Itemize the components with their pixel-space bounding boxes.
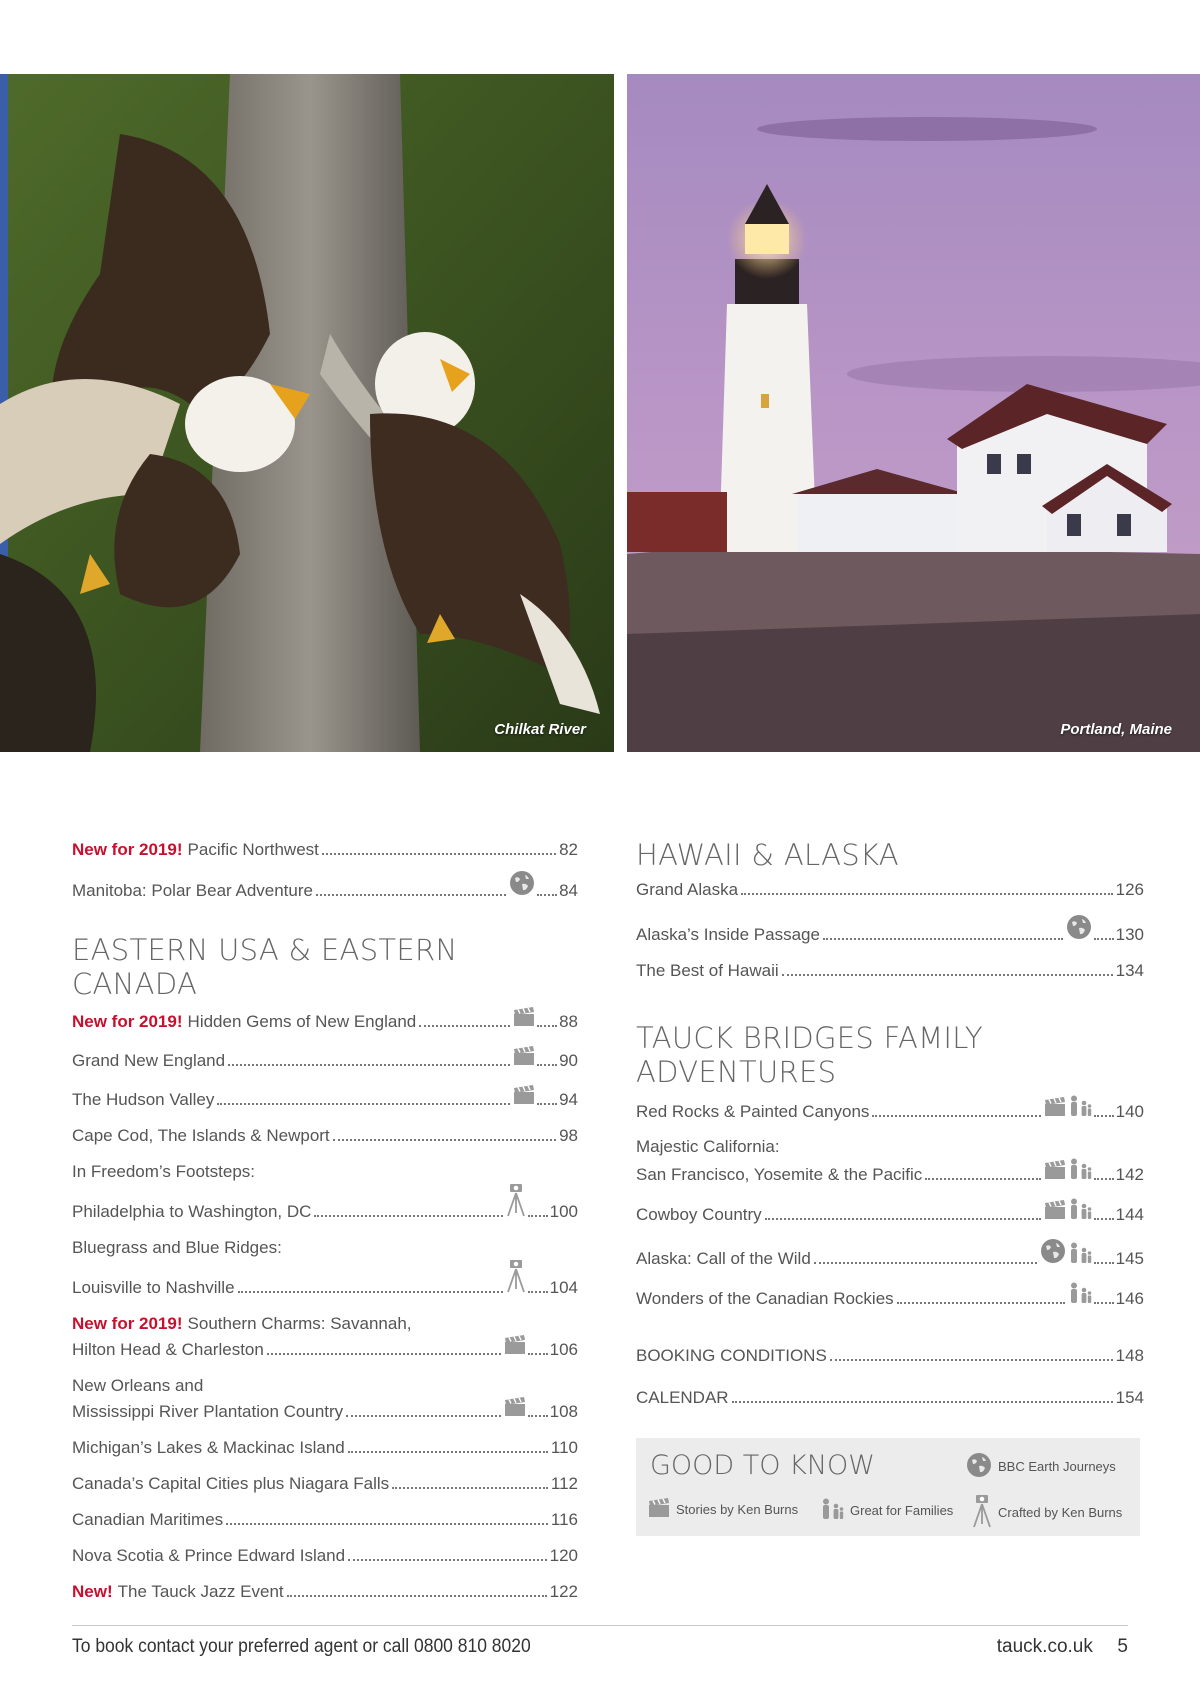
dot-leader bbox=[830, 1359, 1113, 1361]
new-badge: New! bbox=[72, 1582, 113, 1601]
dot-leader bbox=[1094, 938, 1114, 940]
toc-entry-page: 142 bbox=[1115, 1165, 1144, 1184]
toc-entry[interactable] bbox=[636, 878, 1144, 901]
dot-leader bbox=[1094, 1302, 1114, 1304]
family-icon bbox=[1068, 1158, 1092, 1186]
feature-icons bbox=[1066, 914, 1092, 946]
toc-entry[interactable] bbox=[636, 1282, 1144, 1310]
new-badge: New for 2019! bbox=[72, 1314, 183, 1333]
family-icon bbox=[820, 1498, 844, 1523]
dot-leader bbox=[238, 1291, 503, 1293]
toc-entry-title-line bbox=[72, 1236, 578, 1259]
toc-entry[interactable] bbox=[636, 1238, 1144, 1270]
toc-entry-label-text: The Tauck Jazz Event bbox=[117, 1582, 284, 1601]
toc-entry[interactable] bbox=[72, 1374, 578, 1423]
toc-left-column bbox=[72, 838, 578, 1616]
dot-leader bbox=[392, 1487, 548, 1489]
clapper-icon bbox=[504, 1397, 526, 1423]
dot-leader bbox=[537, 1103, 557, 1105]
dot-leader bbox=[1094, 1115, 1114, 1117]
dot-leader bbox=[267, 1353, 501, 1355]
toc-entry-page: 120 bbox=[549, 1546, 578, 1565]
family-icon bbox=[1068, 1282, 1092, 1310]
toc-entry-label bbox=[636, 1386, 729, 1409]
dot-leader bbox=[1094, 1262, 1114, 1264]
family-icon bbox=[1068, 1242, 1092, 1270]
legend-bbc bbox=[966, 1452, 1116, 1481]
toc-entry[interactable] bbox=[636, 1135, 1144, 1186]
toc-entry-label bbox=[636, 1163, 922, 1186]
toc-entry-label-text: The Hudson Valley bbox=[72, 1090, 215, 1109]
feature-icons bbox=[513, 1007, 535, 1033]
dot-leader bbox=[814, 1262, 1037, 1264]
toc-entry[interactable] bbox=[72, 1472, 578, 1495]
toc-entry-title-text: Bluegrass and Blue Ridges: bbox=[72, 1238, 282, 1257]
toc-entry-page: 144 bbox=[1115, 1205, 1144, 1224]
toc-entry-page: 112 bbox=[550, 1474, 578, 1493]
toc-entry-label-text: Pacific Northwest bbox=[187, 840, 319, 859]
toc-entry-label-text: Philadelphia to Washington, DC bbox=[72, 1202, 312, 1221]
dot-leader bbox=[872, 1115, 1040, 1117]
section-heading-hawaii: HAWAII & ALASKA bbox=[636, 838, 899, 872]
dot-leader bbox=[228, 1064, 510, 1066]
toc-entry-label bbox=[636, 1247, 811, 1270]
photo-caption-right: Portland, Maine bbox=[1060, 721, 1172, 738]
toc-entry-label-text: The Best of Hawaii bbox=[636, 961, 779, 980]
dot-leader bbox=[314, 1215, 502, 1217]
feature-icons bbox=[513, 1046, 535, 1072]
globe-icon bbox=[966, 1452, 992, 1481]
toc-entry-page: 154 bbox=[1115, 1388, 1144, 1407]
camera-icon bbox=[972, 1494, 992, 1531]
dot-leader bbox=[348, 1451, 548, 1453]
toc-entry-label-text: Michigan’s Lakes & Mackinac Island bbox=[72, 1438, 345, 1457]
legend-crafted-label: Crafted by Ken Burns bbox=[998, 1505, 1123, 1520]
toc-entry-label bbox=[72, 1338, 264, 1361]
dot-leader bbox=[528, 1215, 548, 1217]
new-badge: New for 2019! bbox=[72, 840, 183, 859]
dot-leader bbox=[528, 1415, 548, 1417]
toc-entry-label bbox=[72, 1010, 416, 1033]
toc-entry-label-text: Red Rocks & Painted Canyons bbox=[636, 1102, 870, 1121]
feature-icons bbox=[506, 1183, 526, 1223]
feature-icons bbox=[509, 870, 535, 902]
dot-leader bbox=[419, 1025, 510, 1027]
toc-entry-title-line bbox=[636, 1135, 1144, 1158]
clapper-icon bbox=[513, 1007, 535, 1033]
dot-leader bbox=[897, 1302, 1065, 1304]
toc-entry-label-text: BOOKING CONDITIONS bbox=[636, 1346, 827, 1365]
photo-eagles bbox=[0, 74, 614, 752]
footer-rule bbox=[72, 1625, 1128, 1626]
toc-entry-label-text: Alaska’s Inside Passage bbox=[636, 925, 820, 944]
toc-entry-page: 90 bbox=[559, 1051, 578, 1070]
footer-site[interactable]: tauck.co.uk bbox=[996, 1636, 1093, 1657]
clapper-icon bbox=[1044, 1200, 1066, 1226]
dot-leader bbox=[823, 938, 1063, 940]
toc-entry-page: 110 bbox=[550, 1438, 578, 1457]
dot-leader bbox=[346, 1415, 500, 1417]
photo-lighthouse bbox=[627, 74, 1200, 752]
toc-entry-title-text: Majestic California: bbox=[636, 1137, 780, 1156]
family-icon bbox=[1068, 1095, 1092, 1123]
toc-entry-label-text: CALENDAR bbox=[636, 1388, 729, 1407]
toc-entry[interactable] bbox=[72, 1508, 578, 1531]
dot-leader bbox=[537, 1025, 557, 1027]
dot-leader bbox=[333, 1139, 556, 1141]
toc-entry-page: 145 bbox=[1115, 1249, 1144, 1268]
toc-entry-label bbox=[72, 1124, 330, 1147]
toc-entry-title-text: In Freedom’s Footsteps: bbox=[72, 1162, 255, 1181]
toc-entry[interactable] bbox=[72, 1124, 578, 1147]
toc-entry-label bbox=[72, 1544, 345, 1567]
feature-icons bbox=[504, 1335, 526, 1361]
toc-entry[interactable] bbox=[636, 959, 1144, 982]
toc-entry-label bbox=[72, 1472, 389, 1495]
toc-entry-page: 100 bbox=[549, 1202, 578, 1221]
feature-icons bbox=[1044, 1158, 1092, 1186]
feature-icons bbox=[1068, 1282, 1092, 1310]
clapper-icon bbox=[513, 1085, 535, 1111]
dot-leader bbox=[765, 1218, 1041, 1220]
photo-caption-left: Chilkat River bbox=[494, 721, 586, 738]
toc-entry-page: 134 bbox=[1115, 961, 1144, 980]
clapper-icon bbox=[513, 1046, 535, 1072]
legend-bbc-label: BBC Earth Journeys bbox=[998, 1459, 1116, 1474]
good-to-know-title: GOOD TO KNOW bbox=[650, 1450, 875, 1481]
toc-entry-label-text: San Francisco, Yosemite & the Pacific bbox=[636, 1165, 923, 1184]
toc-entry-label bbox=[72, 879, 313, 902]
toc-entry-label bbox=[636, 1344, 827, 1367]
toc-entry-title-line bbox=[72, 1374, 578, 1397]
toc-entry-page: 116 bbox=[550, 1510, 578, 1529]
dot-leader bbox=[316, 894, 506, 896]
feature-icons bbox=[1040, 1238, 1092, 1270]
new-badge: New for 2019! bbox=[72, 1012, 183, 1031]
toc-entry-title-line bbox=[72, 1312, 578, 1335]
toc-entry-label bbox=[72, 1508, 223, 1531]
legend-crafted bbox=[972, 1494, 1122, 1531]
toc-entry-page: 104 bbox=[549, 1278, 578, 1297]
toc-entry[interactable] bbox=[72, 1085, 578, 1111]
toc-entry-page: 88 bbox=[559, 1012, 578, 1031]
section-heading-eastern: EASTERN USA & EASTERN CANADA bbox=[72, 933, 458, 1001]
toc-entry-label-text: Alaska: Call of the Wild bbox=[636, 1249, 811, 1268]
toc-entry[interactable] bbox=[72, 838, 578, 861]
toc-entry-label-text: Canadian Maritimes bbox=[72, 1510, 224, 1529]
toc-entry[interactable] bbox=[636, 1386, 1144, 1409]
toc-entry-page: 106 bbox=[549, 1340, 578, 1359]
footer-contact: To book contact your preferred agent or call 0800 810 8020 bbox=[72, 1636, 531, 1657]
dot-leader bbox=[528, 1291, 548, 1293]
toc-entry-label bbox=[72, 1049, 225, 1072]
toc-entry-label bbox=[636, 923, 820, 946]
legend-families-label: Great for Families bbox=[850, 1503, 954, 1518]
toc-entry-title-text: New Orleans and bbox=[72, 1376, 204, 1395]
clapper-icon bbox=[1044, 1097, 1066, 1123]
dot-leader bbox=[1094, 1178, 1114, 1180]
footer-right bbox=[997, 1636, 1128, 1658]
toc-entry-label bbox=[72, 1088, 214, 1111]
globe-icon bbox=[509, 870, 535, 902]
toc-entry-page: 84 bbox=[559, 881, 578, 900]
camera-icon bbox=[506, 1183, 526, 1223]
toc-entry-page: 82 bbox=[559, 840, 578, 859]
dot-leader bbox=[287, 1595, 547, 1597]
dot-leader bbox=[528, 1353, 548, 1355]
toc-entry-title-text: Southern Charms: Savannah, bbox=[187, 1314, 412, 1333]
feature-icons bbox=[513, 1085, 535, 1111]
globe-icon bbox=[1066, 914, 1092, 946]
toc-entry-page: 148 bbox=[1115, 1346, 1144, 1365]
toc-entry[interactable] bbox=[72, 1436, 578, 1459]
toc-entry-page: 146 bbox=[1115, 1289, 1144, 1308]
toc-entry-page: 140 bbox=[1115, 1102, 1144, 1121]
clapper-icon bbox=[1044, 1160, 1066, 1186]
toc-entry-page: 122 bbox=[549, 1582, 578, 1601]
toc-entry-label bbox=[72, 838, 319, 861]
toc-entry-page: 94 bbox=[559, 1090, 578, 1109]
toc-entry-label bbox=[72, 1400, 343, 1423]
toc-entry-label-text: Canada’s Capital Cities plus Niagara Falls bbox=[72, 1474, 390, 1493]
legend-families bbox=[820, 1498, 953, 1523]
toc-entry-label bbox=[72, 1200, 311, 1223]
dot-leader bbox=[741, 893, 1113, 895]
dot-leader bbox=[1094, 1218, 1114, 1220]
toc-entry[interactable] bbox=[636, 1198, 1144, 1226]
dot-leader bbox=[348, 1559, 547, 1561]
toc-entry-label bbox=[72, 1436, 345, 1459]
toc-entry-label-text: Cape Cod, The Islands & Newport bbox=[72, 1126, 330, 1145]
clapper-icon bbox=[504, 1335, 526, 1361]
dot-leader bbox=[782, 974, 1113, 976]
toc-right-column bbox=[636, 838, 1144, 1428]
toc-entry[interactable] bbox=[72, 1236, 578, 1299]
toc-entry[interactable] bbox=[636, 914, 1144, 946]
dot-leader bbox=[322, 853, 556, 855]
eagles-image bbox=[0, 74, 614, 752]
dot-leader bbox=[226, 1523, 548, 1525]
toc-entry-label bbox=[72, 1276, 235, 1299]
camera-icon bbox=[506, 1259, 526, 1299]
toc-entry-label-text: Hidden Gems of New England bbox=[187, 1012, 417, 1031]
toc-entry-label bbox=[636, 1100, 869, 1123]
toc-entry[interactable] bbox=[636, 1344, 1144, 1367]
toc-entry[interactable] bbox=[72, 1312, 578, 1361]
toc-entry-label-text: Nova Scotia & Prince Edward Island bbox=[72, 1546, 346, 1565]
toc-entry-label-text: Manitoba: Polar Bear Adventure bbox=[72, 881, 313, 900]
globe-icon bbox=[1040, 1238, 1066, 1270]
toc-entry-page: 108 bbox=[549, 1402, 578, 1421]
dot-leader bbox=[537, 894, 557, 896]
toc-entry-title-line bbox=[72, 1160, 578, 1183]
toc-entry-label bbox=[636, 878, 738, 901]
feature-icons bbox=[504, 1397, 526, 1423]
toc-entry[interactable] bbox=[72, 870, 578, 902]
toc-entry[interactable] bbox=[72, 1160, 578, 1223]
dot-leader bbox=[732, 1401, 1113, 1403]
lighthouse-image bbox=[627, 74, 1200, 752]
toc-entry[interactable] bbox=[72, 1544, 578, 1567]
dot-leader bbox=[925, 1178, 1040, 1180]
feature-icons bbox=[1044, 1198, 1092, 1226]
toc-entry-label bbox=[636, 1203, 762, 1226]
toc-entry-label bbox=[636, 1287, 894, 1310]
page-number: 5 bbox=[1117, 1636, 1128, 1657]
family-icon bbox=[1068, 1198, 1092, 1226]
toc-entry-page: 98 bbox=[559, 1126, 578, 1145]
toc-entry-label bbox=[72, 1580, 284, 1603]
section-heading-bridges: TAUCK BRIDGES FAMILY ADVENTURES bbox=[636, 1021, 983, 1089]
toc-entry-label bbox=[636, 959, 779, 982]
dot-leader bbox=[217, 1103, 510, 1105]
toc-entry[interactable] bbox=[72, 1007, 578, 1033]
toc-entry-label-text: Grand New England bbox=[72, 1051, 226, 1070]
toc-entry-label-text: Louisville to Nashville bbox=[72, 1278, 235, 1297]
good-to-know-box bbox=[636, 1438, 1140, 1536]
toc-entry-page: 126 bbox=[1115, 880, 1144, 899]
legend-stories bbox=[648, 1498, 798, 1521]
clapper-icon bbox=[648, 1498, 670, 1521]
toc-entry-label-text: Hilton Head & Charleston bbox=[72, 1340, 264, 1359]
toc-entry-label-text: Grand Alaska bbox=[636, 880, 739, 899]
toc-entry[interactable] bbox=[636, 1095, 1144, 1123]
legend-stories-label: Stories by Ken Burns bbox=[676, 1502, 799, 1517]
toc-entry[interactable] bbox=[72, 1580, 578, 1603]
toc-entry-label-text: Cowboy Country bbox=[636, 1205, 762, 1224]
feature-icons bbox=[1044, 1095, 1092, 1123]
feature-icons bbox=[506, 1259, 526, 1299]
toc-entry[interactable] bbox=[72, 1046, 578, 1072]
toc-entry-label-text: Wonders of the Canadian Rockies bbox=[636, 1289, 894, 1308]
toc-entry-page: 130 bbox=[1115, 925, 1144, 944]
dot-leader bbox=[537, 1064, 557, 1066]
toc-entry-label-text: Mississippi River Plantation Country bbox=[72, 1402, 344, 1421]
